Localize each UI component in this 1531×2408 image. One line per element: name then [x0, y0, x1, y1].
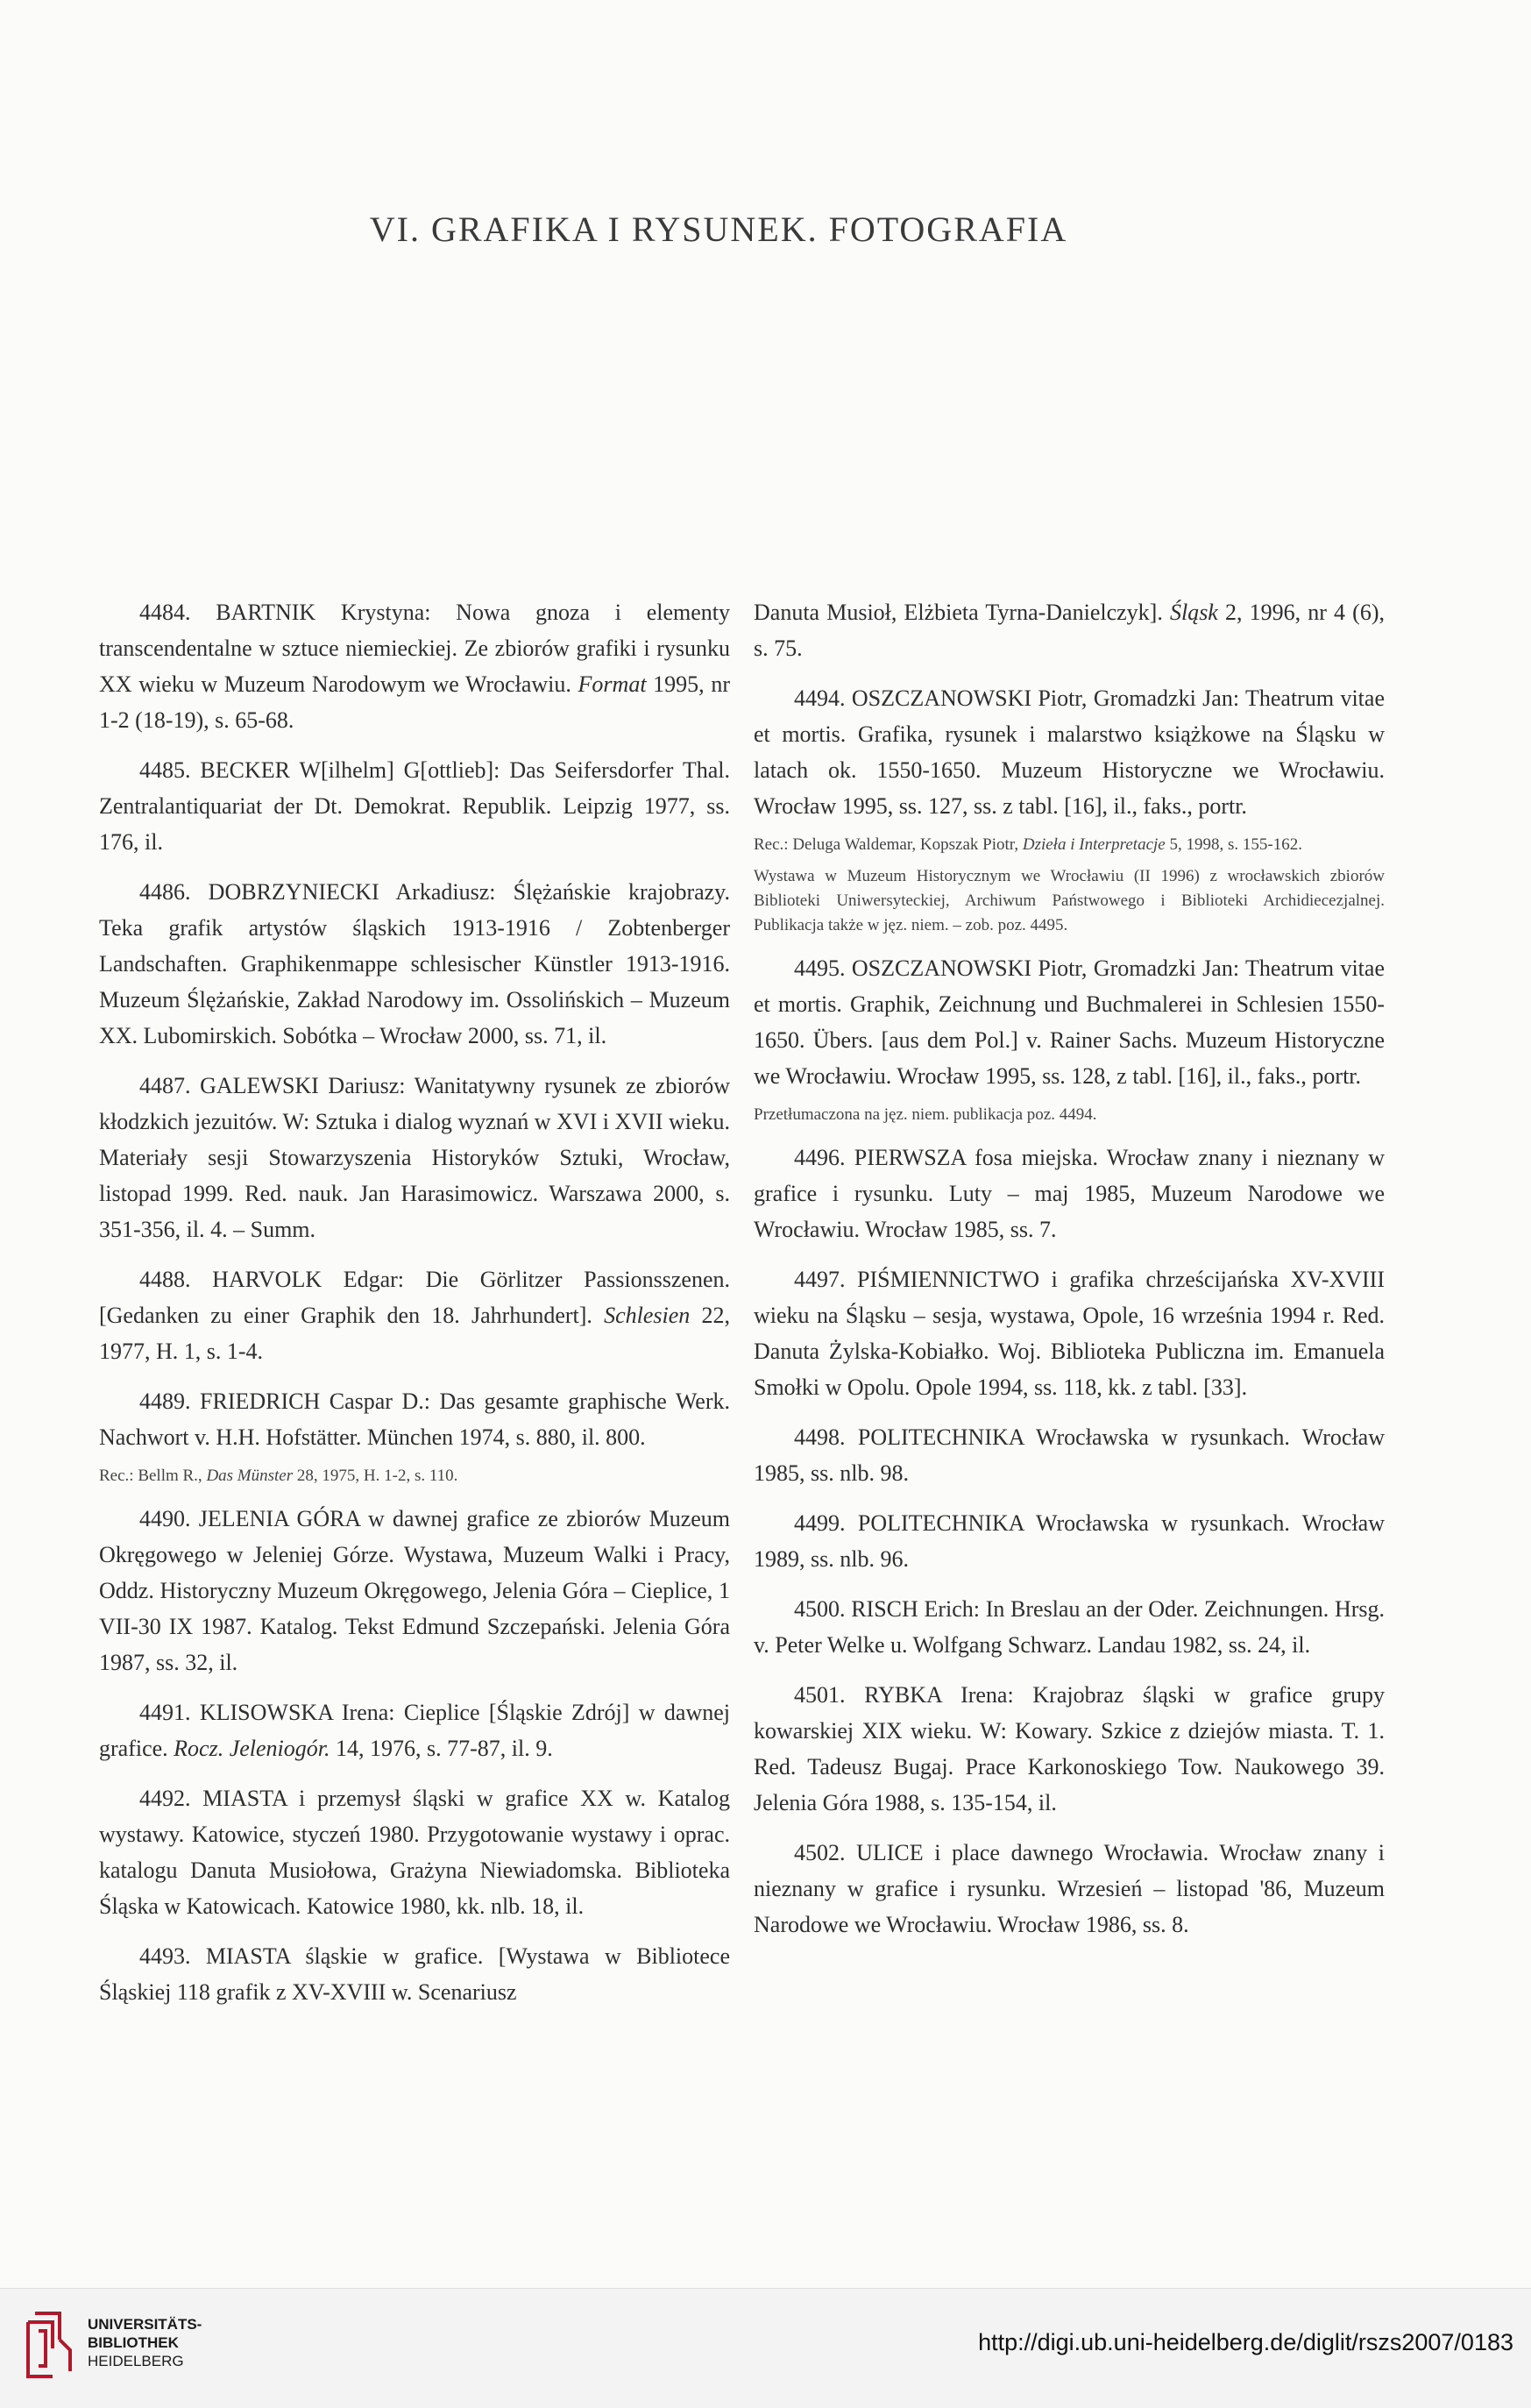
bibliography-entry: [99, 1383, 730, 1455]
entry-number: 4502.: [794, 1840, 846, 1865]
entry-number: 4501.: [794, 1682, 846, 1708]
review-note: [99, 1464, 730, 1488]
bibliography-entry: [99, 1938, 730, 2010]
entry-number: 4493.: [139, 1943, 191, 1969]
entry-number: 4498.: [794, 1424, 846, 1450]
entry-text: 1995, nr 1-2 (18-19), s. 65-68.: [99, 671, 730, 733]
entry-number: 4484.: [139, 600, 191, 625]
entry-text: MIASTA i przemysł śląski w grafice XX w. Katalog wystawy. Katowice, styczeń 1980. Przygotowanie wystawy i oprac. katalogu Danuta Musiołowa, Grażyna Niewiadomska. Biblioteka Śląska w Katowicach. Katowice 1980, kk. nlb. 18, il.: [99, 1786, 730, 1919]
entry-number: 4495.: [794, 955, 846, 981]
library-name: [88, 2315, 202, 2370]
journal-title: Dzieła i Interpretacje: [1022, 835, 1166, 854]
entry-number: 4494.: [794, 685, 846, 711]
entry-number: 4499.: [794, 1510, 846, 1536]
entry-text: PIERWSZA fosa miejska. Wrocław znany i nieznany w grafice i rysunku. Luty – maj 1985, Muzeum Narodowe we Wrocławiu. Wrocław 1985, ss. 7.: [754, 1145, 1385, 1242]
entry-text: HARVOLK Edgar: Die Görlitzer Passionsszenen. [Gedanken zu einer Graphik den 18. Jahrhundert].: [99, 1267, 730, 1328]
entry-text: OSZCZANOWSKI Piotr, Gromadzki Jan: Theatrum vitae et mortis. Grafika, rysunek i malarstwo książkowe na Śląsku w latach ok. 1550-1650. Muzeum Historyczne we Wrocławiu. Wrocław 1995, ss. 127, ss. z tabl. [16], il., faks., portr.: [754, 685, 1385, 819]
entry-number: 4492.: [139, 1786, 191, 1811]
entry-text: ULICE i place dawnego Wrocławia. Wrocław znany i nieznany w grafice i rysunku. Wrzesień – listopad '86, Muzeum Narodowe we Wrocławiu. Wrocław 1986, ss. 8.: [754, 1840, 1385, 1937]
entry-text: Rec.: Deluga Waldemar, Kopszak Piotr,: [754, 835, 1023, 854]
bibliography-entry: [754, 594, 1385, 666]
bibliography-entry: [754, 1140, 1385, 1247]
library-name-line-1: UNIVERSITÄTS-: [88, 2316, 202, 2333]
entry-text: RYBKA Irena: Krajobraz śląski w grafice grupy kowarskiej XIX wieku. W: Kowary. Szkice z dziejów miasta. T. 1. Red. Tadeusz Bugaj. Prace Karkonoskiego Tow. Naukowego 39. Jelenia Góra 1988, s. 135-154, il.: [754, 1682, 1385, 1815]
bibliography-entry: [754, 1261, 1385, 1405]
bibliography-entry: [99, 1501, 730, 1680]
bibliography-entry: [99, 752, 730, 860]
bibliography-entry: [99, 874, 730, 1054]
entry-text: POLITECHNIKA Wrocławska w rysunkach. Wrocław 1985, ss. nlb. 98.: [754, 1424, 1385, 1486]
entry-text: BARTNIK Krystyna: Nowa gnoza i elementy transcendentalne w sztuce niemieckiej. Ze zbiorów grafiki i rysunku XX wieku w Muzeum Narodowym we Wrocławiu.: [99, 600, 730, 697]
permalink-url[interactable]: http://digi.ub.uni-heidelberg.de/diglit/rszs2007/0183: [978, 2329, 1513, 2355]
bibliography-entry: [99, 594, 730, 738]
bibliography-entry: [99, 1780, 730, 1924]
review-note: [754, 864, 1385, 938]
bibliography-entry: [754, 1505, 1385, 1577]
journal-title: Das Münster: [206, 1467, 294, 1485]
entry-text: 14, 1976, s. 77-87, il. 9.: [330, 1736, 553, 1761]
entry-text: GALEWSKI Dariusz: Wanitatywny rysunek ze zbiorów kłodzkich jezuitów. W: Sztuka i dialog wyznań w XVI i XVII wieku. Materiały sesji Stowarzyszenia Historyków Sztuki, Wrocław, listopad 1999. Red. nauk. Jan Harasimowicz. Warszawa 2000, s. 351-356, il. 4. – Summ.: [99, 1073, 730, 1242]
section-heading: VI. GRAFIKA I RYSUNEK. FOTOGRAFIA: [369, 210, 1068, 249]
entry-text: POLITECHNIKA Wrocławska w rysunkach. Wrocław 1989, ss. nlb. 96.: [754, 1510, 1385, 1572]
library-name-line-3: HEIDELBERG: [88, 2353, 184, 2369]
review-note: [754, 1103, 1385, 1127]
entry-number: 4497.: [794, 1267, 846, 1292]
entry-text: OSZCZANOWSKI Piotr, Gromadzki Jan: Theatrum vitae et mortis. Graphik, Zeichnung und Buchmalerei in Schlesien 1550-1650. Übers. [aus dem Pol.] v. Rainer Sachs. Muzeum Historyczne we Wrocławiu. Wrocław 1995, ss. 128, z tabl. [16], il., faks., portr.: [754, 955, 1385, 1089]
entry-number: 4488.: [139, 1267, 191, 1292]
entry-number: 4490.: [139, 1506, 191, 1531]
bibliography-entry: [99, 1261, 730, 1369]
bibliography-entry: [754, 680, 1385, 824]
journal-title: Schlesien: [604, 1303, 691, 1328]
entry-text: FRIEDRICH Caspar D.: Das gesamte graphische Werk. Nachwort v. H.H. Hofstätter. München 1974, s. 880, il. 800.: [99, 1389, 730, 1450]
entry-number: 4500.: [794, 1596, 846, 1622]
bibliography-entry: [754, 1591, 1385, 1663]
entry-text: 2, 1996, nr 4 (6), s. 75.: [754, 600, 1385, 661]
left-column: [99, 594, 730, 2024]
university-library-logo-icon: [19, 2305, 81, 2385]
library-name-line-2: BIBLIOTHEK: [88, 2334, 179, 2351]
entry-text: JELENIA GÓRA w dawnej grafice ze zbiorów Muzeum Okręgowego w Jeleniej Górze. Wystawa, Muzeum Walki i Pracy, Oddz. Historyczny Muzeum Okręgowego, Jelenia Góra – Cieplice, 1 VII-30 IX 1987. Katalog. Tekst Edmund Szczepański. Jelenia Góra 1987, ss. 32, il.: [99, 1506, 730, 1675]
journal-title: Rocz. Jeleniogór.: [174, 1736, 330, 1761]
entry-number: 4489.: [139, 1389, 191, 1414]
entry-text: RISCH Erich: In Breslau an der Oder. Zeichnungen. Hrsg. v. Peter Welke u. Wolfgang Schwarz. Landau 1982, ss. 24, il.: [754, 1596, 1385, 1658]
entry-text: 28, 1975, H. 1-2, s. 110.: [293, 1467, 458, 1485]
bibliography-entry: [754, 1419, 1385, 1491]
footer-bar: [0, 2288, 1531, 2408]
entry-text: BECKER W[ilhelm] G[ottlieb]: Das Seifersdorfer Thal. Zentralantiquariat der Dt. Demokrat. Republik. Leipzig 1977, ss. 176, il.: [99, 757, 730, 855]
review-note: [754, 833, 1385, 857]
right-column: [754, 594, 1385, 1957]
entry-text: KLISOWSKA Irena: Cieplice [Śląskie Zdrój] w dawnej grafice.: [99, 1700, 730, 1761]
bibliography-entry: [754, 1835, 1385, 1943]
entry-number: 4496.: [794, 1145, 846, 1170]
entry-text: Przetłumaczona na jęz. niem. publikacja poz. 4494.: [754, 1105, 1097, 1124]
entry-text: DOBRZYNIECKI Arkadiusz: Ślężańskie krajobrazy. Teka grafik artystów śląskich 1913-1916 / Zobtenberger Landschaften. Graphikenmappe schlesischer Künstler 1913-1916. Muzeum Ślężańskie, Zakład Narodowy im. Ossolińskich – Muzeum XX. Lubomirskich. Sobótka – Wrocław 2000, ss. 71, il.: [99, 879, 730, 1048]
bibliography-entry: [754, 950, 1385, 1094]
entry-number: 4491.: [139, 1700, 191, 1725]
entry-number: 4486.: [139, 879, 191, 905]
entry-text: 22, 1977, H. 1, s. 1-4.: [99, 1303, 730, 1364]
entry-text: PIŚMIENNICTWO i grafika chrześcijańska XV-XVIII wieku na Śląsku – sesja, wystawa, Opole, 16 września 1994 r. Red. Danuta Żylska-Kobiałko. Woj. Biblioteka Publiczna im. Emanuela Smołki w Opolu. Opole 1994, ss. 118, kk. z tabl. [33].: [754, 1267, 1385, 1400]
entry-number: 4485.: [139, 757, 191, 783]
bibliography-entry: [99, 1068, 730, 1247]
journal-title: Śląsk: [1169, 600, 1218, 625]
bibliography-entry: [99, 1694, 730, 1766]
entry-text: 5, 1998, s. 155-162.: [1165, 835, 1302, 854]
entry-text: MIASTA śląskie w grafice. [Wystawa w Bibliotece Śląskiej 118 grafik z XV-XVIII w. Scenariusz: [99, 1943, 730, 2005]
entry-text: Rec.: Bellm R.,: [99, 1467, 207, 1485]
bibliography-entry: [754, 1677, 1385, 1821]
entry-text: Wystawa w Muzeum Historycznym we Wrocławiu (II 1996) z wrocławskich zbiorów Biblioteki Uniwersyteckiej, Archiwum Państwowego i Biblioteki Archidiecezjalnej. Publikacja także w jęz. niem. – zob. poz. 4495.: [754, 867, 1385, 934]
journal-title: Format: [578, 671, 647, 697]
entry-number: 4487.: [139, 1073, 191, 1098]
entry-text: Danuta Musioł, Elżbieta Tyrna-Danielczyk].: [754, 600, 1170, 625]
